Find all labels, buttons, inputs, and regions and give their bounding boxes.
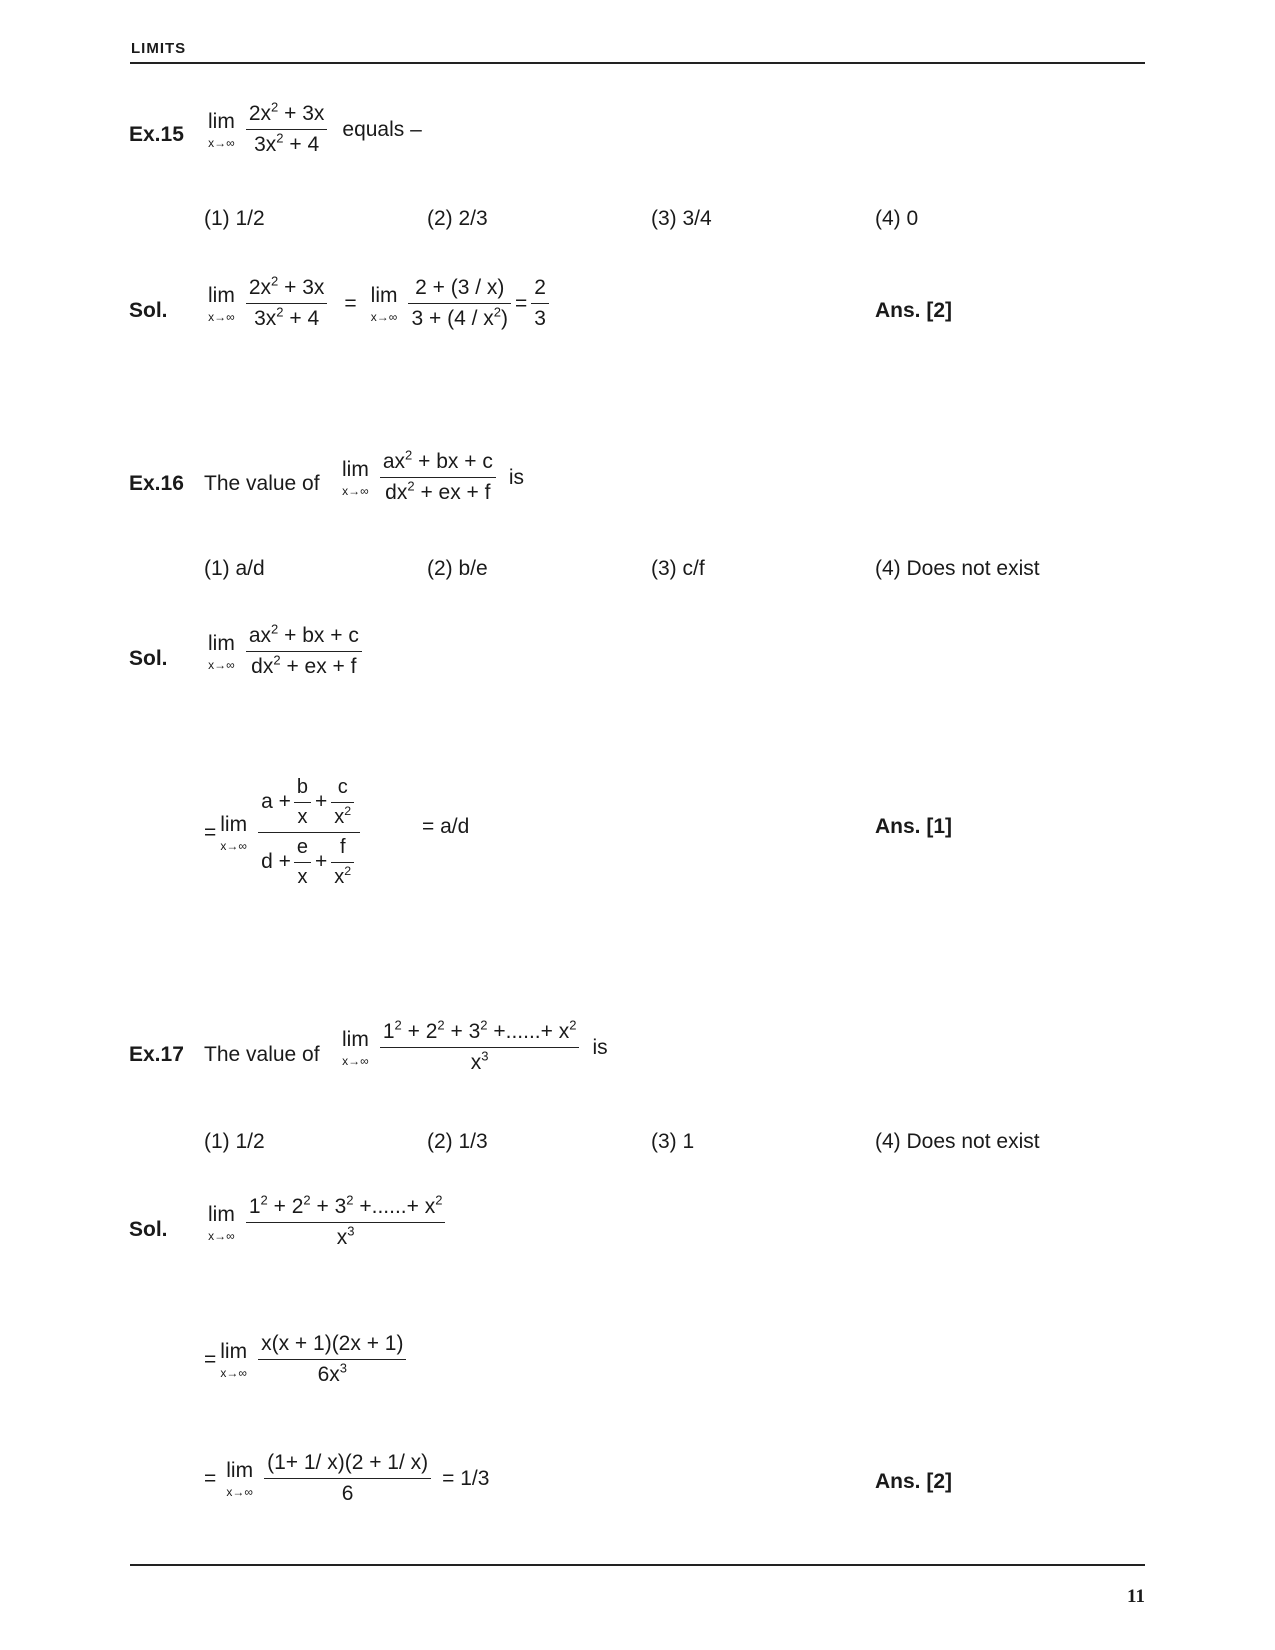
exponent: 2 — [437, 1017, 445, 1033]
fraction — [258, 1332, 406, 1387]
fraction — [408, 276, 511, 331]
equals-sign: = — [204, 820, 217, 844]
fraction — [294, 836, 311, 889]
fraction — [380, 1017, 580, 1075]
lim-subscript: x→∞ — [226, 1484, 253, 1499]
limit-operator — [226, 1460, 253, 1498]
term: + 2 — [273, 1195, 304, 1218]
lim-subscript: x→∞ — [208, 657, 235, 672]
exponent: 2 — [276, 304, 284, 320]
denominator — [380, 1047, 580, 1075]
limit-operator — [208, 1204, 235, 1242]
exponent: 2 — [344, 803, 352, 818]
exponent: 2 — [405, 447, 413, 463]
exponent: 2 — [394, 1017, 402, 1033]
equals-sign: = — [204, 1466, 217, 1490]
ex17-label: Ex.17 — [129, 1043, 184, 1066]
exponent: 2 — [344, 863, 352, 878]
fraction — [246, 273, 328, 331]
exponent: 2 — [276, 130, 284, 146]
denominator — [258, 832, 360, 889]
fraction — [331, 836, 354, 889]
term: 3x — [254, 307, 277, 331]
ex16-solution-expr — [204, 621, 365, 679]
term: dx — [251, 655, 274, 679]
question-tail: equals – — [342, 117, 422, 141]
numerator: b — [296, 776, 308, 798]
term: dx — [385, 481, 408, 505]
exponent: 2 — [407, 478, 415, 494]
numerator — [380, 1017, 580, 1047]
denominator — [408, 303, 511, 331]
lim-word: lim — [208, 631, 235, 655]
question-tail: is — [508, 465, 524, 489]
fraction — [331, 776, 354, 829]
ex17-question-expr — [338, 1017, 608, 1075]
numerator — [246, 99, 328, 129]
term: 6x — [317, 1363, 340, 1387]
ex16-label: Ex.16 — [129, 472, 184, 495]
ex15-option-4: (4) 0 — [875, 207, 919, 230]
term: + 3x — [284, 102, 325, 125]
denominator — [246, 129, 328, 157]
ex15-option-1: (1) 1/2 — [204, 207, 265, 230]
exponent: 2 — [260, 1192, 268, 1208]
term: + 2 — [407, 1020, 438, 1043]
lim-word: lim — [342, 457, 369, 481]
denominator — [331, 862, 354, 889]
term: + 3 — [316, 1195, 347, 1218]
term: ) — [501, 307, 509, 331]
ex16-option-3: (3) c/f — [651, 557, 705, 580]
term: 3 + (4 / x — [411, 307, 494, 331]
page-number: 11 — [1127, 1586, 1145, 1607]
fraction — [246, 621, 362, 679]
lim-subscript: x→∞ — [220, 1365, 247, 1380]
numerator — [246, 1192, 446, 1222]
lim-subscript: x→∞ — [208, 1228, 235, 1243]
denominator: 3 — [531, 303, 549, 331]
term: + 4 — [289, 133, 320, 157]
ex16-option-2: (2) b/e — [427, 557, 488, 580]
lim-subscript: x→∞ — [342, 483, 369, 498]
header-rule — [130, 62, 1145, 64]
denominator — [246, 1222, 446, 1250]
ex17-sol-label: Sol. — [129, 1218, 168, 1241]
ex17-question-text: The value of — [204, 1043, 320, 1066]
ex17-option-4: (4) Does not exist — [875, 1130, 1040, 1153]
ex17-option-1: (1) 1/2 — [204, 1130, 265, 1153]
term: +......+ x — [493, 1020, 570, 1043]
lim-word: lim — [208, 109, 235, 133]
term: ax — [248, 624, 272, 647]
ex16-option-4: (4) Does not exist — [875, 557, 1040, 580]
limit-operator — [220, 814, 247, 852]
numerator: 2 + (3 / x) — [415, 276, 505, 299]
lim-word: lim — [208, 283, 235, 307]
lim-word: lim — [220, 812, 248, 836]
denominator: x — [294, 802, 311, 829]
ex16-option-1: (1) a/d — [204, 557, 265, 580]
ex17-option-3: (3) 1 — [651, 1130, 695, 1153]
ex17-solution-step-1 — [204, 1332, 409, 1387]
numerator: c — [337, 776, 348, 798]
term: d + — [261, 850, 291, 874]
denominator: x — [294, 862, 311, 889]
exponent: 2 — [273, 652, 281, 668]
ex16-answer: Ans. [1] — [875, 815, 953, 838]
plus-sign: + — [315, 790, 328, 814]
numerator — [246, 273, 328, 303]
lim-subscript: x→∞ — [208, 135, 235, 150]
term: 3x — [254, 133, 277, 157]
equals-sign: = — [515, 291, 528, 315]
ex15-label: Ex.15 — [129, 123, 184, 146]
exponent: 2 — [271, 99, 279, 115]
numerator — [258, 776, 360, 832]
ex15-sol-label: Sol. — [129, 299, 168, 322]
denominator — [258, 1359, 406, 1387]
equals-sign: = — [204, 1347, 217, 1371]
fraction — [246, 1192, 446, 1250]
ex15-option-2: (2) 2/3 — [427, 207, 488, 230]
running-header: LIMITS — [131, 40, 187, 57]
numerator — [246, 621, 362, 651]
denominator — [331, 802, 354, 829]
lim-subscript: x→∞ — [208, 309, 235, 324]
fraction — [531, 276, 549, 331]
exponent: 2 — [303, 1192, 311, 1208]
exponent: 2 — [346, 1192, 354, 1208]
ex15-solution-expr — [204, 273, 552, 331]
lim-word: lim — [226, 1458, 254, 1482]
limit-operator — [208, 285, 235, 323]
ex17-solution-expr — [204, 1192, 448, 1250]
lim-subscript: x→∞ — [370, 309, 398, 324]
compound-fraction — [258, 776, 360, 889]
plus-sign: + — [315, 850, 328, 874]
denominator — [246, 303, 328, 331]
lim-word: lim — [220, 1339, 248, 1363]
term: a + — [261, 790, 291, 814]
exponent: 2 — [435, 1192, 443, 1208]
term: + 3x — [284, 276, 325, 299]
exponent: 3 — [347, 1223, 355, 1239]
ex15-question-expr — [204, 99, 422, 157]
ex17-solution-step-2 — [204, 1451, 489, 1506]
ex17-answer: Ans. [2] — [875, 1470, 953, 1493]
term: + 3 — [450, 1020, 481, 1043]
fraction — [264, 1451, 431, 1506]
exponent: 3 — [339, 1360, 347, 1376]
term: 1 — [248, 1195, 261, 1218]
term: + bx + c — [418, 450, 493, 473]
term: x — [334, 866, 345, 888]
term: 1 — [382, 1020, 395, 1043]
footer-rule — [130, 1564, 1145, 1566]
term: 2x — [248, 276, 272, 299]
denominator — [246, 651, 362, 679]
ex15-option-3: (3) 3/4 — [651, 207, 712, 230]
fraction — [380, 447, 496, 505]
ex16-question-expr — [338, 447, 524, 505]
lim-subscript: x→∞ — [220, 838, 247, 853]
lim-word: lim — [370, 283, 398, 307]
numerator: e — [296, 836, 308, 858]
limit-operator — [220, 1341, 247, 1379]
denominator: 6 — [264, 1478, 431, 1506]
term: + ex + f — [286, 655, 357, 679]
ex15-answer: Ans. [2] — [875, 299, 953, 322]
fraction — [294, 776, 311, 829]
term: +......+ x — [359, 1195, 436, 1218]
ex16-sol-label: Sol. — [129, 647, 168, 670]
limit-operator — [208, 633, 235, 671]
numerator: x(x + 1)(2x + 1) — [261, 1332, 404, 1355]
ex17-result: = 1/3 — [442, 1466, 490, 1490]
limit-operator — [208, 111, 235, 149]
ex16-question-text: The value of — [204, 472, 320, 495]
exponent: 3 — [481, 1048, 489, 1064]
term: + 4 — [289, 307, 320, 331]
question-tail: is — [592, 1035, 608, 1059]
numerator: 2 — [534, 276, 546, 299]
lim-word: lim — [208, 1202, 235, 1226]
lim-word: lim — [342, 1027, 369, 1051]
ex16-result: = a/d — [422, 815, 470, 838]
term: x — [334, 806, 345, 828]
exponent: 2 — [569, 1017, 577, 1033]
term: + ex + f — [420, 481, 491, 505]
exponent: 2 — [271, 621, 279, 637]
term: ax — [382, 450, 406, 473]
term: + bx + c — [284, 624, 359, 647]
lim-subscript: x→∞ — [342, 1053, 369, 1068]
exponent: 2 — [271, 273, 279, 289]
term: 2x — [248, 102, 272, 125]
limit-operator — [342, 1029, 369, 1067]
equals-sign: = — [344, 291, 357, 315]
exponent: 2 — [493, 304, 502, 320]
limit-operator — [371, 285, 398, 323]
ex17-option-2: (2) 1/3 — [427, 1130, 488, 1153]
exponent: 2 — [480, 1017, 488, 1033]
denominator — [380, 477, 496, 505]
term: x — [470, 1051, 482, 1075]
fraction — [246, 99, 328, 157]
numerator — [380, 447, 496, 477]
limit-operator — [342, 459, 369, 497]
numerator: f — [339, 836, 346, 858]
ex16-solution-step — [204, 776, 363, 889]
term: x — [336, 1226, 348, 1250]
numerator: (1+ 1/ x)(2 + 1/ x) — [267, 1451, 429, 1474]
